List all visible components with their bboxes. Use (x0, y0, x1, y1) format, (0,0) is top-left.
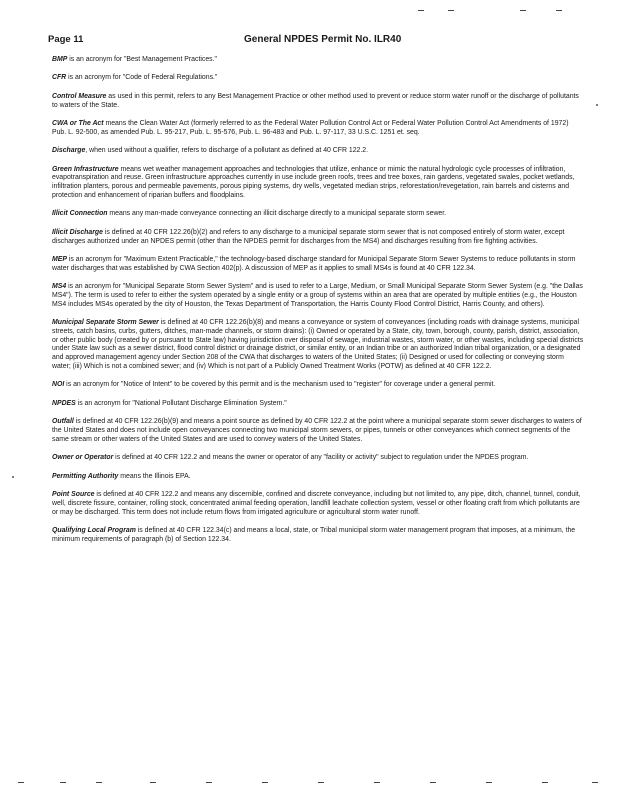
definition-entry (52, 319, 584, 372)
definition-entry (52, 147, 584, 156)
definition-text: is defined at 40 CFR 122.2 and means the owner or operator of any "facility or activity" subject to regulation under the NPDES program. (113, 454, 529, 462)
definition-term: Permitting Authority (52, 472, 119, 480)
definition-term: CWA or The Act (52, 119, 104, 127)
definition-entry (52, 473, 584, 482)
definition-text: as used in this permit, refers to any Best Management Practice or other method used to prevent or reduce storm water runoff or the discharge of pollutants to waters of the State. (52, 92, 579, 109)
definition-entry (52, 56, 584, 65)
definition-entry (52, 256, 584, 274)
scan-speck (12, 476, 14, 478)
definition-text: is defined at 40 CFR 122.34(c) and means a local, state, or Tribal municipal storm water management program that imposes, at a minimum, the minimum requirements of paragraph (b) of Section 122.34. (52, 526, 576, 543)
definition-entry (52, 210, 584, 219)
document-title: General NPDES Permit No. ILR40 (244, 34, 402, 45)
scan-speck (596, 104, 598, 106)
definition-term: MS4 (52, 283, 67, 291)
page-header (48, 34, 584, 48)
definition-text: is an acronym for "National Pollutant Discharge Elimination System." (75, 399, 287, 407)
definition-text: is defined at 40 CFR 122.26(b)(9) and means a point source as defined by 40 CFR 122.2 at the point where a municipal separate storm sewer discharges to waters of the United States and does not include open conveyances connecting two municipal storm sewers, or pipes, tunnels or other conveyances which connect segments of the same stream or other waters of the United States and are used to convey waters of the United States. (52, 418, 582, 443)
definition-term: Municipal Separate Storm Sewer (52, 319, 159, 327)
definition-term: Discharge (52, 147, 86, 155)
definition-term: NOI (52, 381, 65, 389)
definition-term: Outfall (52, 418, 74, 426)
definition-entry (52, 229, 584, 247)
definition-term: Illicit Discharge (52, 228, 103, 236)
definition-entry (52, 400, 584, 409)
definition-term: CFR (52, 74, 67, 82)
definition-text: means the Illinois EPA. (118, 472, 191, 480)
definition-entry (52, 381, 584, 390)
definition-term: Owner or Operator (52, 454, 114, 462)
definition-text: is defined at 40 CFR 122.26(b)(8) and means a conveyance or system of conveyances (including roads with drainage systems, municipal streets, catch basins, curbs, gutters, ditches, man-made channels, or storm drains): (i) Owned or operated by a State, city, town, borough, county, parish, district, association, or other public body (created by or pursuant to State law) having jurisdiction over disposal of sewage, industrial wastes, storm water, or other wastes, including special districts under State law such as a sewer district, flood control district or drainage district, or similar entity, or an Indian tribe or an authorized Indian tribal organization, or a designated and approved management agency under Section 208 of the CWA that discharges to waters of the United States; (ii) Designed or used for collecting or conveying storm water; (iii) Which is not a combined sewer; and (iv) Which is not part of a Publicly Owned Treatment Works (POTW) as defined at 40 CFR 122.2. (52, 319, 584, 371)
definition-entry (52, 120, 584, 138)
definition-term: MEP (52, 255, 67, 263)
definition-entry (52, 283, 584, 309)
definition-text: is an acronym for "Municipal Separate Storm Sewer System" and is used to refer to a Large, Medium, or Small Municipal Separate Storm Sewer System (e.g. "the Dallas MS4"). The term is used to refer to either the system operated by a single entity or a group of systems within an area that are operated by multiple entities (e.g., the Houston MS4 includes MS4s operated by the city of Houston, the Texas Department of Transportation, the Harris County Flood Control District, Harris County, and others). (52, 283, 583, 308)
definition-entry (52, 418, 584, 444)
definition-entry (52, 491, 584, 517)
scan-edge-bottom (0, 782, 618, 785)
definition-term: Illicit Connection (52, 210, 108, 218)
definition-text: is defined at 40 CFR 122.2 and means any discernible, confined and discrete conveyance, including but not limited to, any pipe, ditch, channel, tunnel, conduit, well, discrete fissure, container, rolling stock, concentrated animal feeding operation, landfill leachate collection system, vessel or other floating craft from which pollutants are or may be discharged. This term does not include return flows from irrigated agriculture or agricultural storm water runoff. (52, 491, 581, 516)
definitions-list (52, 56, 584, 554)
definition-entry (52, 527, 584, 545)
definition-entry (52, 166, 584, 201)
definition-text: is an acronym for "Best Management Practices." (67, 56, 217, 63)
definition-text: is an acronym for "Maximum Extent Practicable," the technology-based discharge standard for Municipal Separate Storm Sewer Systems to reduce pollutants in storm water discharges that was established by CWA Section 402(p). A discussion of MEP as it applies to small MS4s is found at 40 CFR 122.34. (52, 255, 576, 272)
page-number: Page 11 (48, 34, 84, 45)
definition-text: means wet weather management approaches and technologies that utilize, enhance or mimic the natural hydrologic cycle processes of infiltration, evapotranspiration and reuse. Green infrastructure approaches currently in use include green roofs, trees and tree boxes, rain gardens, vegetated swales, pocket wetlands, infiltration planters, porous and permeable pavements, porous piping systems, dry wells, vegetated median strips, reforestation/revegetation, rain barrels and cisterns and protection and enhancement of riparian buffers and floodplains. (52, 165, 575, 199)
definition-text: , when used without a qualifier, refers to discharge of a pollutant as defined at 40 CFR 122.2. (85, 147, 369, 155)
definition-entry (52, 454, 584, 463)
definition-text: means the Clean Water Act (formerly referred to as the Federal Water Pollution Control Act or Federal Water Pollution Control Act Amendments of 1972) Pub. L. 92-500, as amended Pub. L. 95-217, Pub. L. 95-576, Pub. L. 96-483 and Pub. L. 97-117, 33 U.S.C. 1251 et. seq. (52, 119, 569, 136)
definition-entry (52, 93, 584, 111)
definition-text: is an acronym for "Notice of Intent" to be covered by this permit and is the mechanism used to "register" for coverage under a general permit. (64, 381, 496, 389)
definition-text: is an acronym for "Code of Federal Regulations." (66, 74, 218, 82)
definition-term: Control Measure (52, 92, 107, 100)
definition-text: means any man-made conveyance connecting an illicit discharge directly to a municipal separate storm sewer. (107, 210, 447, 218)
definition-term: Point Source (52, 491, 95, 498)
definition-term: NPDES (52, 399, 76, 407)
definition-entry (52, 74, 584, 83)
definition-text: is defined at 40 CFR 122.26(b)(2) and refers to any discharge to a municipal separate storm sewer that is not composed entirely of storm water, except discharges authorized under an NPDES permit (other than the NPDES permit for discharges from the MS4) and discharges resulting from fire fighting activities. (52, 228, 565, 245)
definition-term: BMP (52, 56, 68, 63)
definition-term: Qualifying Local Program (52, 526, 136, 534)
definition-term: Green Infrastructure (52, 165, 119, 173)
scan-edge-top (0, 10, 618, 13)
